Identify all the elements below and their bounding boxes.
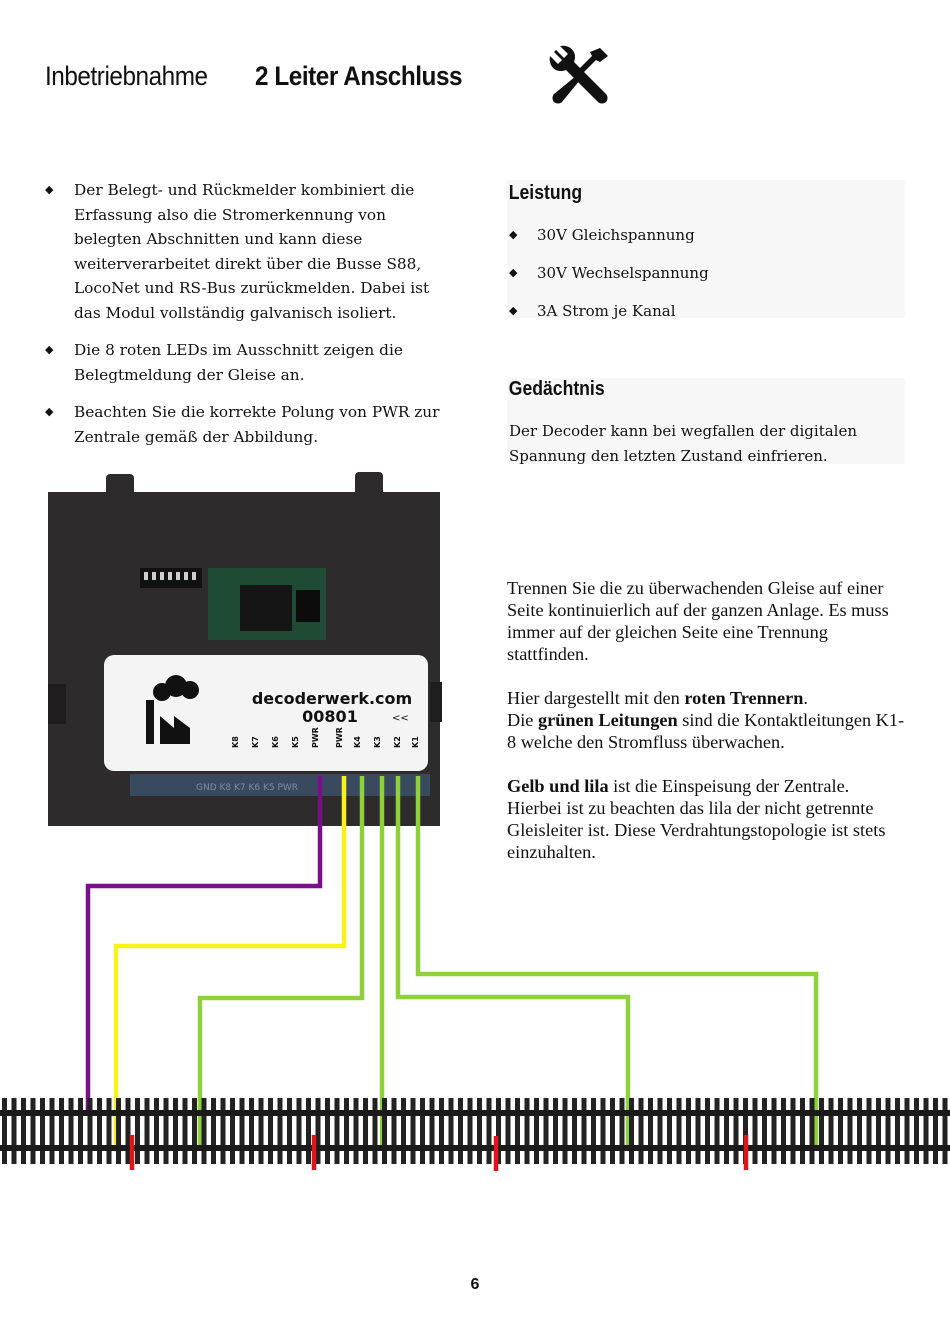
track-sleeper [487, 1098, 492, 1164]
track-sleeper [31, 1098, 36, 1164]
track-sleeper [867, 1098, 872, 1164]
terminal-label: K5 [291, 736, 300, 748]
track-sleeper [914, 1098, 919, 1164]
track-sleeper [772, 1098, 777, 1164]
track-sleeper [610, 1098, 615, 1164]
track-sleeper [591, 1098, 596, 1164]
track-sleeper [895, 1098, 900, 1164]
emphasis: grünen Leitungen [537, 710, 678, 730]
spec-text: 3A Strom je Kanal [537, 302, 676, 320]
track-sleeper [107, 1098, 112, 1164]
track-sleeper [791, 1098, 796, 1164]
track-sleeper [458, 1098, 463, 1164]
track-sleeper [59, 1098, 64, 1164]
track-sleeper [477, 1098, 482, 1164]
track-sleeper [344, 1098, 349, 1164]
track-sleeper [582, 1098, 587, 1164]
track-sleeper [183, 1098, 188, 1164]
track-sleeper [69, 1098, 74, 1164]
paragraph: Trennen Sie die zu überwachenden Gleise auf einer Seite kontinuierlich auf der ganzen Anlage. Es muss immer auf der gleichen Seite eine Trennung stattfinden. [507, 578, 889, 664]
track-sleeper [677, 1098, 682, 1164]
track-sleeper [363, 1098, 368, 1164]
terminal-label: K3 [373, 736, 382, 748]
track-sleeper [401, 1098, 406, 1164]
track-sleeper [88, 1098, 93, 1164]
track-sleeper [534, 1098, 539, 1164]
track-sleeper [705, 1098, 710, 1164]
track-sleeper [373, 1098, 378, 1164]
track-sleeper [781, 1098, 786, 1164]
track-sleeper [439, 1098, 444, 1164]
emphasis: roten Trennern [684, 688, 804, 708]
track-sleeper [249, 1098, 254, 1164]
diamond-icon: ◆ [509, 266, 518, 279]
track-sleeper [734, 1098, 739, 1164]
track-sleeper [686, 1098, 691, 1164]
text: sind die Kontaktleitungen K1-8 welche den Stromfluss überwachen. [507, 710, 905, 752]
section-heading: Inbetriebnahme [45, 60, 208, 91]
text: Die [507, 710, 538, 730]
track-sleeper [392, 1098, 397, 1164]
green-wire-4 [418, 776, 816, 1148]
bullet-text: Die 8 roten LEDs im Ausschnitt zeigen die Belegtmeldung der Gleise an. [74, 341, 403, 384]
gedaechtnis-box [507, 378, 905, 464]
terminal-label: PWR [311, 727, 320, 748]
track-sleeper [202, 1098, 207, 1164]
leistung-title: Leistung [508, 182, 583, 204]
terminal-label: K1 [411, 736, 420, 748]
track-sleeper [135, 1098, 140, 1164]
track-sleeper [430, 1098, 435, 1164]
track-sleeper [572, 1098, 577, 1164]
track-sleeper [382, 1098, 387, 1164]
track-sleeper [97, 1098, 102, 1164]
terminal-label: K8 [231, 736, 240, 748]
track-sleeper [724, 1098, 729, 1164]
terminal-label: K6 [271, 736, 280, 748]
track-sleeper [50, 1098, 55, 1164]
track-sleeper [601, 1098, 606, 1164]
track-sleeper [857, 1098, 862, 1164]
track-sleeper [221, 1098, 226, 1164]
tools-icon [548, 44, 612, 108]
terminal-label: K7 [251, 736, 260, 748]
track-sleeper [192, 1098, 197, 1164]
emphasis: Gelb und lila [507, 776, 609, 796]
list-item [507, 223, 905, 261]
track-sleeper [411, 1098, 416, 1164]
track-sleeper [335, 1098, 340, 1164]
track-sleeper [715, 1098, 720, 1164]
brand-label: decoderwerk.com [251, 689, 413, 708]
track-sleeper [800, 1098, 805, 1164]
track-sleeper [230, 1098, 235, 1164]
track-sleeper [876, 1098, 881, 1164]
green-wire-3 [398, 776, 628, 1150]
terminal-label: PWR [335, 727, 344, 748]
track-sleeper [544, 1098, 549, 1164]
track-sleeper [268, 1098, 273, 1164]
module-photo [48, 472, 442, 826]
diamond-icon: ◆ [45, 405, 54, 418]
track-sleeper [658, 1098, 663, 1164]
arrows-label: << [392, 713, 409, 724]
text: Hier dargestellt mit den [507, 688, 685, 708]
text: ist die Einspeisung der Zentrale. Hierbei ist zu beachten das lila der nicht getrennte Gleisleiter ist. Diese Verdrahtungstopologie ist stets einzuhalten. [507, 776, 886, 862]
wiring-diagram [0, 470, 950, 1190]
track-sleeper [838, 1098, 843, 1164]
track-sleeper [506, 1098, 511, 1164]
diamond-icon: ◆ [45, 343, 54, 356]
page-title: 2 Leiter Anschluss [255, 60, 463, 91]
track-sleeper [354, 1098, 359, 1164]
track-sleeper [449, 1098, 454, 1164]
track-sleeper [667, 1098, 672, 1164]
track-sleeper [829, 1098, 834, 1164]
track-sleeper [762, 1098, 767, 1164]
track-sleeper [933, 1098, 938, 1164]
list-item [45, 338, 445, 387]
list-item [45, 400, 445, 449]
track-sleeper [620, 1098, 625, 1164]
track-sleeper [325, 1098, 330, 1164]
track-sleeper [145, 1098, 150, 1164]
track-sleeper [515, 1098, 520, 1164]
track-sleeper [420, 1098, 425, 1164]
track-sleeper [810, 1098, 815, 1164]
track-sleeper [639, 1098, 644, 1164]
track-sleeper [648, 1098, 653, 1164]
intro-bullets [45, 178, 445, 462]
terminal-label: K4 [353, 736, 362, 748]
track [0, 1098, 950, 1164]
track-sleeper [468, 1098, 473, 1164]
track-sleeper [211, 1098, 216, 1164]
track-sleeper [2, 1098, 7, 1164]
leistung-box [507, 180, 905, 318]
model-label: 00801 [302, 707, 358, 726]
purple-wire [88, 776, 320, 1110]
track-sleeper [629, 1098, 634, 1164]
list-item [45, 178, 445, 325]
track-sleeper [886, 1098, 891, 1164]
track-sleeper [905, 1098, 910, 1164]
track-sleeper [287, 1098, 292, 1164]
diamond-icon: ◆ [509, 228, 518, 241]
terminal-label: K2 [393, 736, 402, 748]
track-sleeper [78, 1098, 83, 1164]
track-sleeper [154, 1098, 159, 1164]
gedaechtnis-title: Gedächtnis [508, 378, 605, 400]
list-item [507, 261, 905, 299]
page-header [45, 58, 463, 94]
connector-label: GND K8 K7 K6 K5 PWR [196, 783, 299, 793]
track-sleeper [563, 1098, 568, 1164]
spec-text: 30V Wechselspannung [537, 264, 709, 282]
track-sleeper [173, 1098, 178, 1164]
track-sleeper [21, 1098, 26, 1164]
track-sleeper [924, 1098, 929, 1164]
track-sleeper [819, 1098, 824, 1164]
track-sleeper [553, 1098, 558, 1164]
gedaechtnis-text: Der Decoder kann bei wegfallen der digitalen Spannung den letzten Zustand einfrieren. [509, 422, 857, 465]
track-sleeper [164, 1098, 169, 1164]
track-sleeper [306, 1098, 311, 1164]
bullet-text: Beachten Sie die korrekte Polung von PWR zur Zentrale gemäß der Abbildung. [74, 403, 440, 446]
diamond-icon: ◆ [45, 183, 54, 196]
bullet-text: Der Belegt- und Rückmelder kombiniert die Erfassung also die Stromerkennung von belegten Abschnitten und kann diese weiterverarbeitet direkt über die Busse S88, LocoNet und RS-Bus zurückmelden. Dabei ist das Modul vollständig galvanisch isoliert. [74, 181, 430, 322]
track-sleeper [240, 1098, 245, 1164]
track-sleeper [12, 1098, 17, 1164]
yellow-wire [116, 776, 344, 1152]
track-sleeper [525, 1098, 530, 1164]
list-item [507, 299, 905, 337]
diamond-icon: ◆ [509, 304, 518, 317]
track-sleeper [753, 1098, 758, 1164]
track-sleeper [297, 1098, 302, 1164]
spec-text: 30V Gleichspannung [537, 226, 695, 244]
track-sleeper [259, 1098, 264, 1164]
page-number: 6 [470, 1276, 480, 1293]
track-sleeper [848, 1098, 853, 1164]
track-sleeper [278, 1098, 283, 1164]
track-sleeper [943, 1098, 948, 1164]
track-sleeper [40, 1098, 45, 1164]
track-sleeper [116, 1098, 121, 1164]
track-sleeper [696, 1098, 701, 1164]
green-wire-1 [200, 776, 362, 1150]
text: . [803, 688, 808, 708]
